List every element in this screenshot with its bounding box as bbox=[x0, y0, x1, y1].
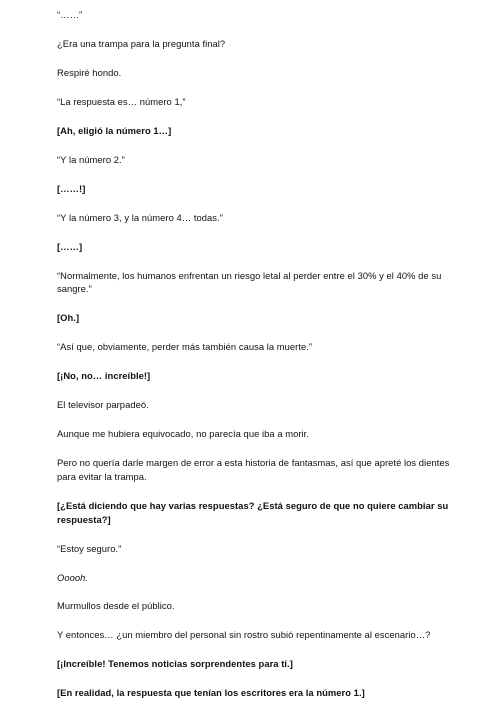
paragraph: “Y la número 2.” bbox=[57, 153, 125, 165]
paragraph: [En realidad, la respuesta que tenían los escritores era la número 1.] bbox=[57, 687, 365, 699]
paragraph: [¡No, no… increíble!] bbox=[57, 370, 151, 382]
paragraph: “Estoy seguro.” bbox=[57, 542, 122, 554]
paragraph: [Ah, eligió la número 1…] bbox=[57, 124, 172, 136]
paragraph: “……” bbox=[57, 9, 83, 20]
paragraph: [……] bbox=[57, 240, 83, 252]
paragraph: [¡Increíble! Tenemos noticias sorprendentes para ti.] bbox=[57, 658, 293, 670]
paragraph: Aunque me hubiera equivocado, no parecía que iba a morir. bbox=[57, 428, 309, 440]
paragraph: ¿Era una trampa para la pregunta final? bbox=[57, 37, 226, 49]
paragraph: [……!] bbox=[57, 182, 86, 194]
paragraph: Pero no quería darle margen de error a esta historia de fantasmas, así que apreté los dientes para evitar la trampa. bbox=[57, 457, 450, 482]
paragraph: Y entonces… ¿un miembro del personal sin rostro subió repentinamente al escenario…? bbox=[57, 629, 431, 641]
paragraph: “Y la número 3, y la número 4… todas.” bbox=[57, 211, 223, 223]
paragraph: El televisor parpadeó. bbox=[57, 399, 149, 411]
paragraph: [¿Está diciendo que hay varias respuestas? ¿Está seguro de que no quiere cambiar su respuesta?] bbox=[57, 499, 449, 525]
paragraph: Respiré hondo. bbox=[57, 66, 122, 78]
paragraph: Murmullos desde el público. bbox=[57, 600, 175, 612]
paragraph: “Normalmente, los humanos enfrentan un riesgo letal al perder entre el 30% y el 40% de su sangre.” bbox=[57, 269, 442, 295]
paragraph: Ooooh. bbox=[57, 571, 89, 583]
document-page bbox=[57, 8, 469, 715]
paragraph: “Así que, obviamente, perder más también causa la muerte.” bbox=[57, 341, 313, 353]
paragraph: “La respuesta es… número 1,” bbox=[57, 95, 186, 107]
paragraph: [Oh.] bbox=[57, 312, 80, 324]
